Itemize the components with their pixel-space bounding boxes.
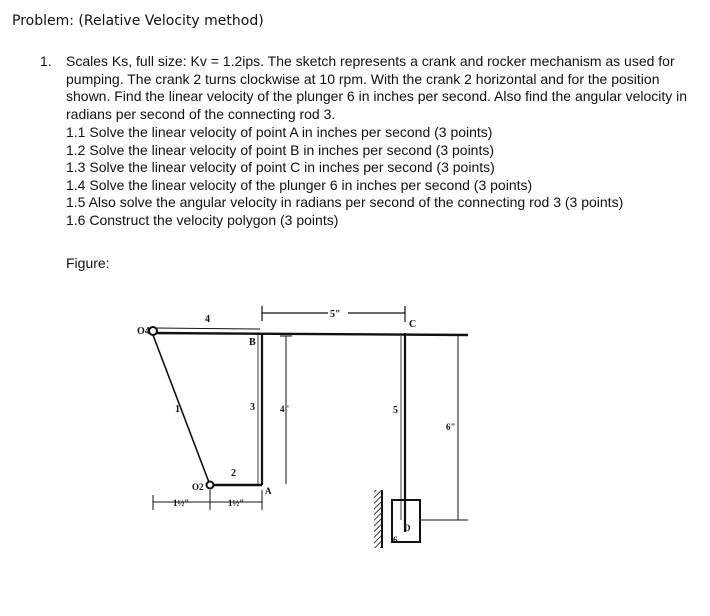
link-4 — [150, 333, 468, 335]
label-dim-5: 5" — [330, 309, 341, 320]
label-link-4: 4 — [205, 314, 210, 325]
sub-question-1-5: 1.5 Also solve the angular velocity in radians per second of the connecting rod 3 (3 points) — [66, 194, 624, 210]
label-dim-6: 6" — [446, 422, 456, 432]
link-4-upper-edge — [155, 328, 260, 329]
label-link-1: 1 — [175, 404, 180, 415]
link-1-ground — [153, 335, 210, 485]
label-dim-4: 4" — [280, 404, 290, 414]
pivot-o2 — [207, 482, 214, 489]
sub-question-1-2: 1.2 Solve the linear velocity of point B in inches per second (3 points) — [66, 141, 495, 158]
label-link-6: 6 — [393, 535, 398, 545]
problem-heading: Problem: (Relative Velocity method) — [12, 13, 264, 29]
sub-question-1-3: 1.3 Solve the linear velocity of point C in inches per second (3 points) — [66, 159, 495, 175]
label-point-b: B — [249, 337, 256, 348]
label-link-5: 5 — [393, 405, 398, 416]
label-o2: O2 — [192, 482, 204, 492]
label-point-a: A — [265, 486, 272, 496]
ground-hatch — [374, 490, 382, 548]
label-dim-1-5-left: 1½" — [173, 498, 190, 508]
pivot-o4 — [149, 327, 157, 335]
problem-number: 1. — [40, 53, 52, 69]
label-point-c: C — [409, 319, 417, 330]
figure-label: Figure: — [66, 255, 110, 271]
problem-statement: Scales Ks, full size: Kv = 1.2ips. The sketch represents a crank and rocker mechanism as used for pumping. The crank 2 turns clockwise at 10 rpm. With the crank 2 horizontal and for the position shown. Find the linear velocity of the plunger 6 in inches per second. Also find the angular velocity in radians per second of the connecting rod 3. — [66, 53, 688, 122]
sub-question-1-6: 1.6 Construct the velocity polygon (3 points) — [66, 211, 339, 228]
sub-question-1-1: 1.1 Solve the linear velocity of point A in inches per second (3 points) — [66, 124, 493, 140]
sub-question-1-4: 1.4 Solve the linear velocity of the plunger 6 in inches per second (3 points) — [66, 176, 533, 193]
label-o4: O4 — [137, 326, 150, 337]
label-link-2: 2 — [231, 468, 236, 479]
label-link-3: 3 — [250, 402, 255, 413]
label-dim-1-5-right: 1½" — [228, 498, 245, 508]
label-point-d: D — [404, 523, 411, 533]
